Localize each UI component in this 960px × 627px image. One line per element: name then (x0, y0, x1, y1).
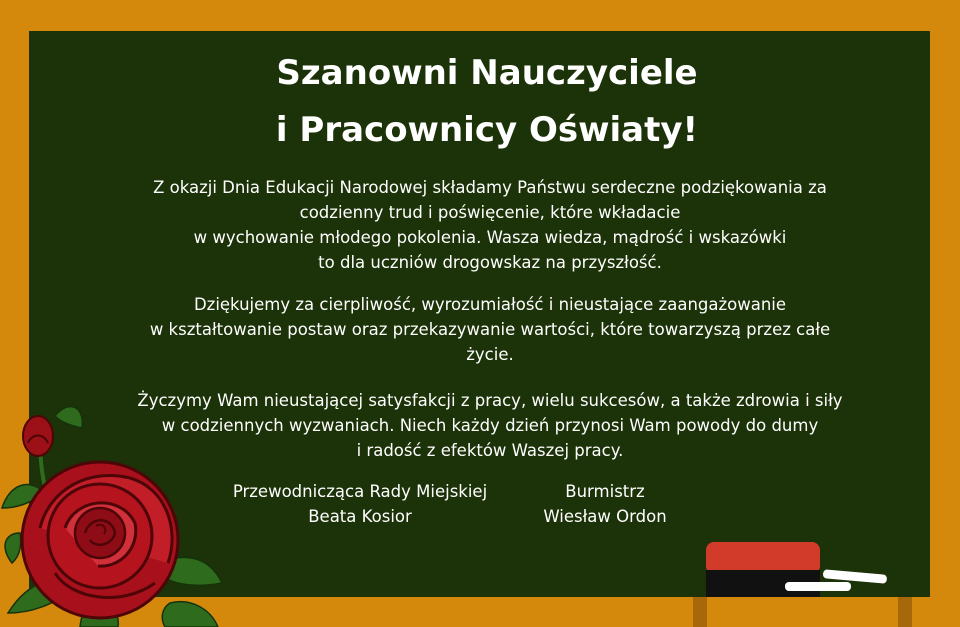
text-line: i radość z efektów Waszej pracy. (356, 441, 624, 460)
signature-name: Wiesław Ordon (543, 507, 667, 526)
signature-name: Beata Kosior (308, 507, 412, 526)
text-line: Dziękujemy za cierpliwość, wyrozumiałość i nieustające zaangażowanie (193, 295, 787, 314)
title-line: Szanowni Nauczyciele (276, 53, 698, 93)
title-line: i Pracownicy Oświaty! (275, 110, 699, 150)
text-line: Z okazji Dnia Edukacji Narodowej składamy Państwu serdeczne podziękowania za (153, 178, 827, 197)
signature-role: Przewodnicząca Rady Miejskiej (232, 482, 488, 501)
text-line: codzienny trud i poświęcenie, które wkładacie (299, 203, 681, 222)
board-leg-left (693, 597, 707, 627)
board-leg-right (898, 597, 912, 627)
text-line: to dla uczniów drogowskaz na przyszłość. (318, 253, 662, 272)
text-line: życie. (466, 345, 514, 364)
rose-icon (0, 398, 225, 627)
signature-role: Burmistrz (565, 482, 645, 501)
paragraph-thanks (100, 292, 880, 367)
page-title (0, 45, 960, 159)
text-line: w kształtowanie postaw oraz przekazywanie wartości, które towarzyszą przez całe (149, 320, 831, 339)
paragraph-greeting (100, 175, 880, 275)
signature-mayor (455, 479, 755, 529)
text-line: Życzymy Wam nieustającej satysfakcji z pracy, wielu sukcesów, a także zdrowia i siły (137, 391, 843, 410)
text-line: w codziennych wyzwaniach. Niech każdy dzień przynosi Wam powody do dumy (161, 416, 819, 435)
chalk-icon (783, 568, 888, 596)
text-line: w wychowanie młodego pokolenia. Wasza wiedza, mądrość i wskazówki (193, 228, 787, 247)
